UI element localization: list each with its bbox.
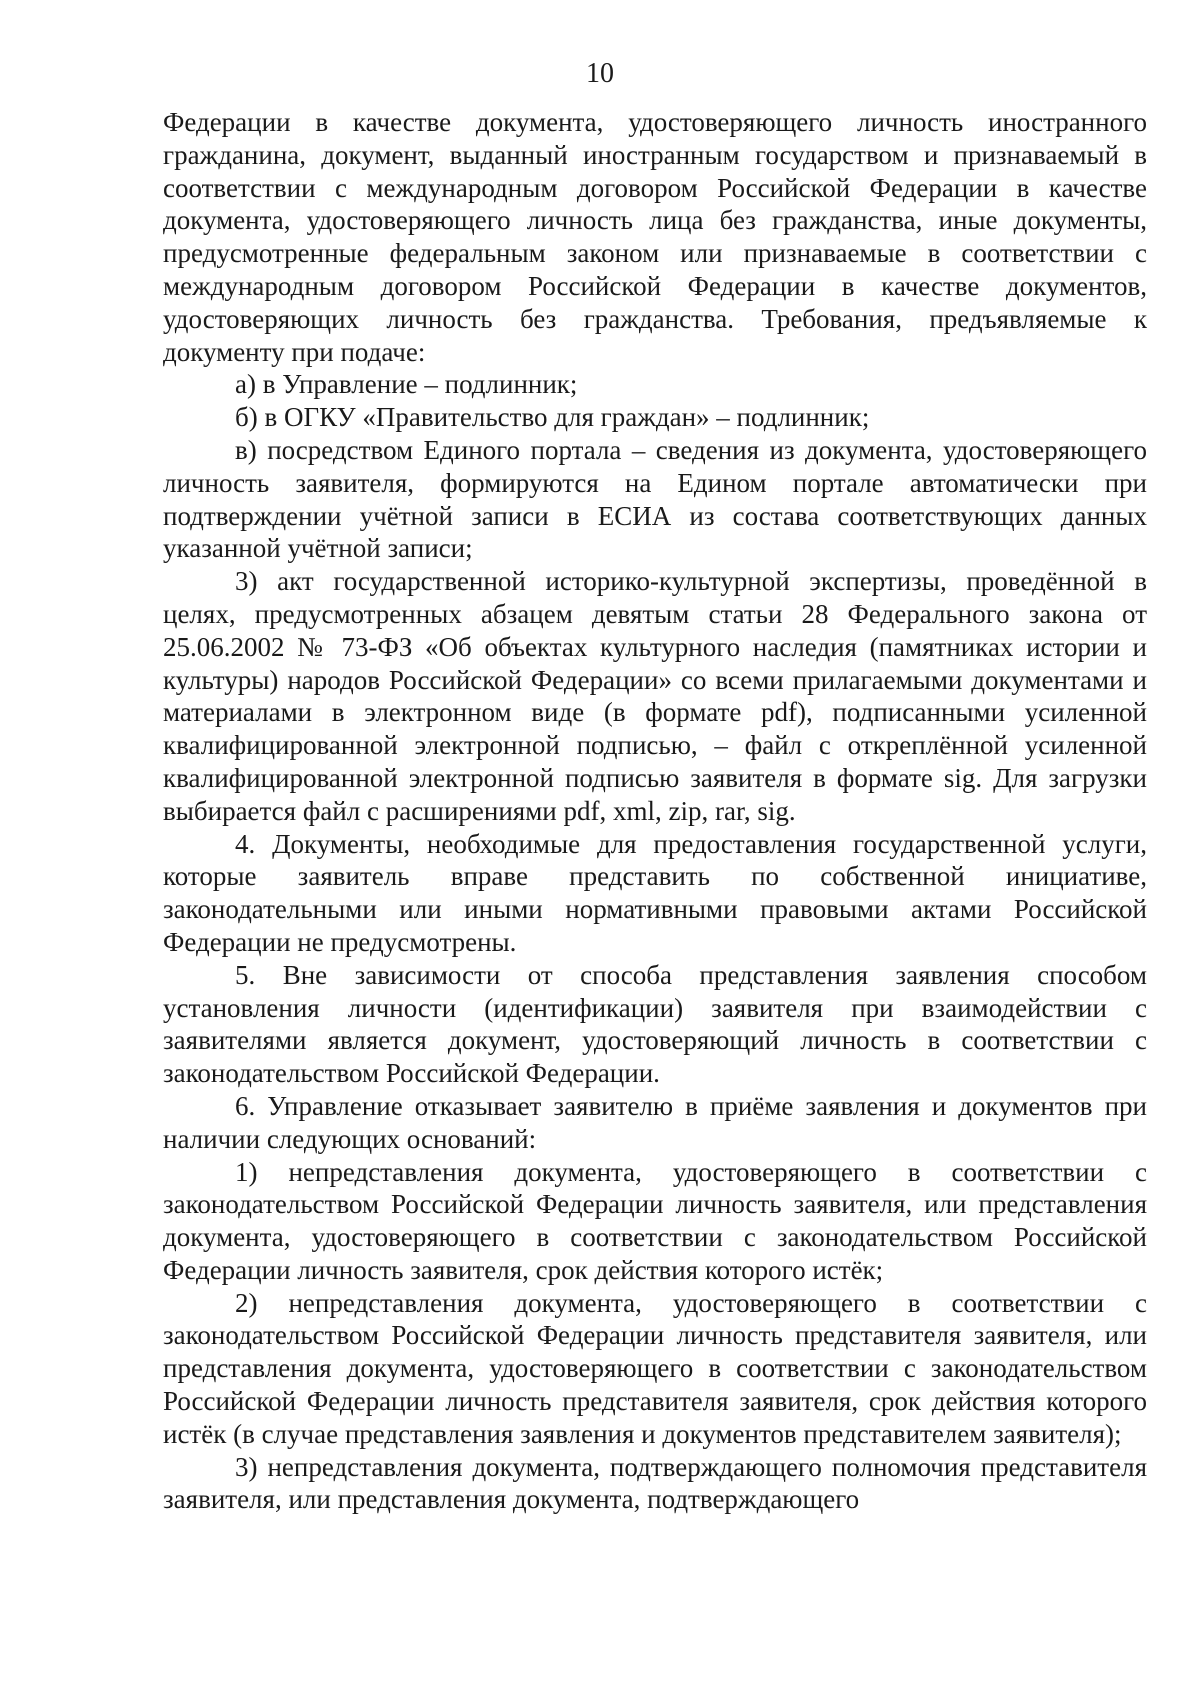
paragraph: 5. Вне зависимости от способа представления заявления способом установления личности (идентификации) заявителя при взаимодействии с заявителями является документ, удостоверяющий личность в соответствии с законодательством Российской Федерации. [163, 959, 1147, 1089]
paragraph: 3) непредставления документа, подтверждающего полномочия представителя заявителя, или представления документа, подтверждающего [163, 1451, 1147, 1515]
paragraph: в) посредством Единого портала – сведения из документа, удостоверяющего личность заявителя, формируются на Едином портале автоматически при подтверждении учётной записи в ЕСИА из состава соответствующих данных указанной учётной записи; [163, 434, 1147, 564]
paragraph: 6. Управление отказывает заявителю в приёме заявления и документов при наличии следующих оснований: [163, 1090, 1147, 1154]
paragraph: Федерации в качестве документа, удостоверяющего личность иностранного гражданина, документ, выданный иностранным государством и признаваемый в соответствии с международным договором Российской Федерации в качестве документа, удостоверяющего личность лица без гражданства, иные документы, предусмотренные федеральным законом или признаваемые в соответствии с международным договором Российской Федерации в качестве документов, удостоверяющих личность без гражданства. Требования, предъявляемые к документу при подаче: [163, 107, 1147, 367]
paragraph: 1) непредставления документа, удостоверяющего в соответствии с законодательством Российской Федерации личность заявителя, или представления документа, удостоверяющего в соответствии с законодательством Российской Федерации личность заявителя, срок действия которого истёк; [163, 1156, 1147, 1285]
paragraph: 2) непредставления документа, удостоверяющего в соответствии с законодательством Российской Федерации личность представителя заявителя, или представления документа, удостоверяющего в соответствии с законодательством Российской Федерации личность представителя заявителя, срок действия которого истёк (в случае представления заявления и документов представителем заявителя); [163, 1287, 1147, 1449]
document-body [163, 106, 1147, 1516]
page-number: 10 [586, 58, 614, 89]
paragraph: 3) акт государственной историко-культурной экспертизы, проведённой в целях, предусмотренных абзацем девятым статьи 28 Федерального закона от 25.06.2002 № 73-ФЗ «Об объектах культурного наследия (памятниках истории и культуры) народов Российской Федерации» со всеми прилагаемыми документами и материалами в электронном виде (в формате pdf), подписанными усиленной квалифицированной электронной подписью, – файл с откреплённой усиленной квалифицированной электронной подписью заявителя в формате sig. Для загрузки выбирается файл с расширениями pdf, xml, zip, rar, sig. [163, 566, 1147, 826]
paragraph: б) в ОГКУ «Правительство для граждан» – подлинник; [235, 402, 870, 433]
paragraph: 4. Документы, необходимые для предоставления государственной услуги, которые заявитель вправе представить по собственной инициативе, законодательными или иными нормативными правовыми актами Российской Федерации не предусмотрены. [163, 828, 1147, 957]
paragraph: а) в Управление – подлинник; [235, 369, 578, 400]
